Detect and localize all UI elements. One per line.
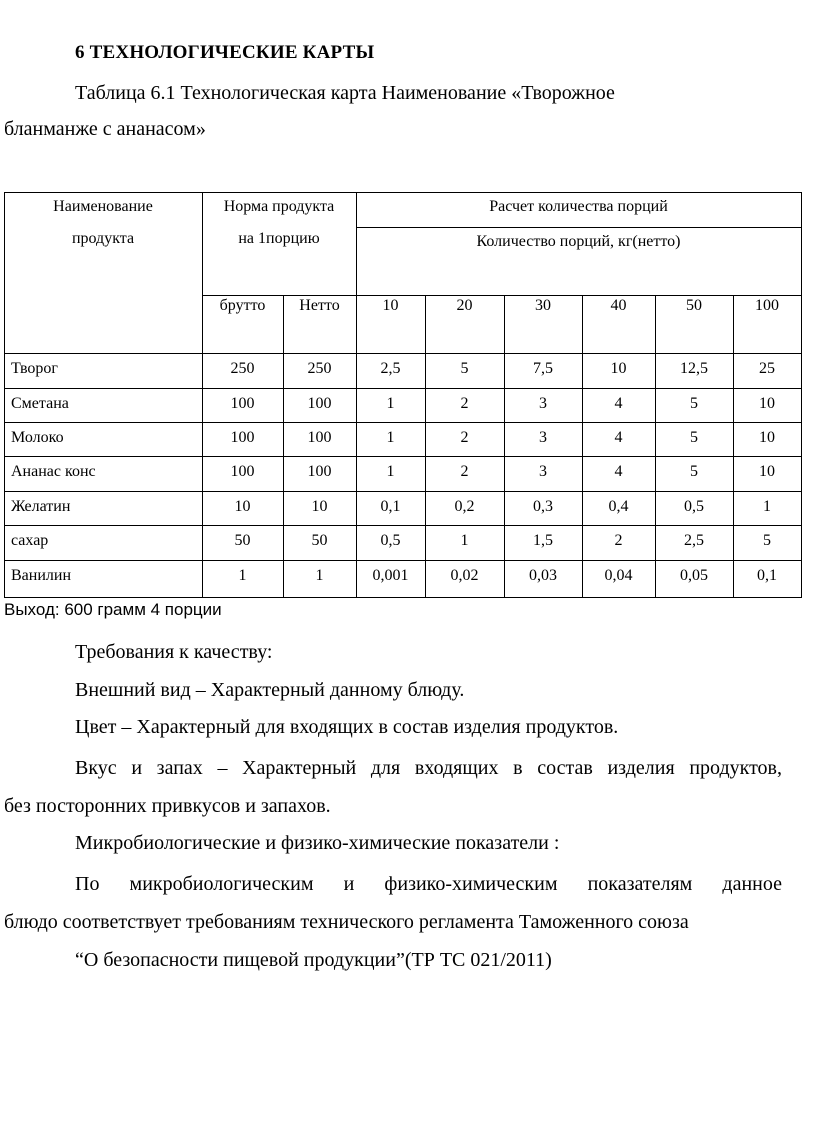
- row-portion-value: 5: [690, 395, 698, 412]
- portion-header: 10: [382, 297, 399, 314]
- table-row-line: [4, 422, 802, 423]
- table-border-right: [801, 192, 802, 598]
- row-netto: 10: [311, 498, 328, 515]
- row-portion-value: 3: [539, 463, 547, 480]
- table-caption-continued: бланманже с ананасом»: [4, 118, 206, 140]
- technological-card-table: [4, 192, 801, 597]
- quality-taste-continued: без посторонних привкусов и запахов.: [4, 795, 331, 817]
- row-brutto: 250: [230, 360, 255, 377]
- row-portion-value: 10: [759, 429, 775, 446]
- table-row-line: [4, 456, 802, 457]
- micro-text-line3: “О безопасности пищевой продукции”(ТР ТС 021/2011): [75, 949, 552, 971]
- section-heading: 6 ТЕХНОЛОГИЧЕСКИЕ КАРТЫ: [75, 42, 375, 63]
- row-portion-value: 2: [460, 429, 469, 446]
- row-portion-value: 5: [763, 532, 771, 549]
- row-product-name: Ванилин: [11, 567, 72, 584]
- micro-text-line1: По микробиологическим и физико-химическим показателям данное: [75, 873, 782, 895]
- row-netto: 1: [315, 567, 324, 584]
- row-product-name: Ананас конс: [11, 463, 96, 480]
- row-portion-value: 7,5: [533, 360, 553, 377]
- row-portion-value: 3: [539, 429, 547, 446]
- row-netto: 100: [307, 463, 332, 480]
- row-portion-value: 2,5: [380, 360, 401, 377]
- header-norm-line2: на 1порцию: [238, 230, 320, 247]
- row-portion-value: 5: [690, 429, 698, 446]
- row-portion-value: 0,03: [529, 567, 557, 584]
- row-portion-value: 10: [610, 360, 627, 377]
- portion-header: 30: [535, 297, 551, 314]
- table-caption: Таблица 6.1 Технологическая карта Наименование «Творожное: [75, 82, 615, 104]
- row-brutto: 1: [238, 567, 247, 584]
- row-portion-value: 1: [460, 532, 469, 549]
- row-brutto: 100: [230, 429, 255, 446]
- row-portion-value: 2: [460, 395, 469, 412]
- row-portion-value: 1: [386, 395, 395, 412]
- table-row-line: [4, 560, 802, 561]
- quality-appearance: Внешний вид – Характерный данному блюду.: [75, 679, 465, 701]
- table-line-calc: [356, 227, 802, 228]
- header-qty: Количество порций, кг(нетто): [476, 233, 681, 250]
- row-portion-value: 0,4: [608, 498, 629, 515]
- quality-title: Требования к качеству:: [75, 641, 273, 663]
- micro-text-line2: блюдо соответствует требованиям технического регламента Таможенного союза: [4, 911, 689, 933]
- row-portion-value: 25: [759, 360, 775, 377]
- row-netto: 50: [311, 532, 328, 549]
- portion-header: 40: [610, 297, 627, 314]
- row-portion-value: 0,5: [684, 498, 704, 515]
- table-row-line: [4, 491, 802, 492]
- row-portion-value: 0,04: [604, 567, 633, 584]
- row-portion-value: 4: [614, 463, 623, 480]
- header-brutto: брутто: [219, 297, 266, 314]
- table-border-left: [4, 192, 5, 597]
- row-portion-value: 10: [759, 463, 775, 480]
- portion-header: 50: [686, 297, 702, 314]
- row-product-name: Желатин: [11, 498, 71, 515]
- header-name-line1: Наименование: [53, 198, 153, 215]
- row-portion-value: 0,3: [533, 498, 553, 515]
- table-row-line: [4, 597, 802, 598]
- row-portion-value: 4: [614, 395, 623, 412]
- row-netto: 100: [307, 395, 332, 412]
- quality-taste: Вкус и запах – Характерный для входящих в состав изделия продуктов,: [75, 757, 782, 779]
- row-product-name: Молоко: [11, 429, 64, 446]
- table-line-subheader: [202, 295, 802, 296]
- row-portion-value: 0,02: [450, 567, 479, 584]
- header-calc: Расчет количества порций: [489, 198, 668, 215]
- row-portion-value: 4: [614, 429, 623, 446]
- row-portion-value: 2,5: [684, 532, 704, 549]
- row-product-name: Творог: [11, 360, 58, 377]
- row-portion-value: 1,5: [533, 532, 553, 549]
- header-netto: Нетто: [299, 297, 340, 314]
- row-product-name: Сметана: [11, 395, 69, 412]
- row-portion-value: 0,001: [372, 567, 409, 584]
- row-brutto: 10: [234, 498, 251, 515]
- table-border-top: [4, 192, 802, 193]
- table-row-line: [4, 525, 802, 526]
- portion-header: 100: [755, 297, 779, 314]
- row-portion-value: 1: [386, 429, 395, 446]
- quality-color: Цвет – Характерный для входящих в состав изделия продуктов.: [75, 716, 619, 738]
- row-portion-value: 0,1: [757, 567, 777, 584]
- row-portion-value: 0,05: [680, 567, 708, 584]
- row-portion-value: 2: [460, 463, 469, 480]
- row-portion-value: 1: [763, 498, 771, 515]
- row-portion-value: 0,2: [454, 498, 475, 515]
- row-brutto: 100: [230, 395, 255, 412]
- table-row-line: [4, 388, 802, 389]
- row-portion-value: 10: [759, 395, 775, 412]
- row-netto: 250: [307, 360, 332, 377]
- row-portion-value: 0,1: [380, 498, 401, 515]
- row-portion-value: 5: [690, 463, 698, 480]
- row-product-name: сахар: [11, 532, 49, 549]
- portion-header: 20: [456, 297, 473, 314]
- row-portion-value: 1: [386, 463, 395, 480]
- header-name-line2: продукта: [71, 230, 135, 247]
- row-brutto: 100: [230, 463, 255, 480]
- row-netto: 100: [307, 429, 332, 446]
- output-yield: Выход: 600 грамм 4 порции: [4, 600, 222, 619]
- header-norm-line1: Норма продукта: [223, 198, 335, 215]
- row-portion-value: 3: [539, 395, 547, 412]
- micro-title: Микробиологические и физико-химические показатели :: [75, 832, 560, 854]
- row-portion-value: 0,5: [380, 532, 401, 549]
- table-row-line: [4, 353, 802, 354]
- row-portion-value: 12,5: [680, 360, 708, 377]
- row-brutto: 50: [234, 532, 251, 549]
- row-portion-value: 5: [460, 360, 469, 377]
- row-portion-value: 2: [614, 532, 623, 549]
